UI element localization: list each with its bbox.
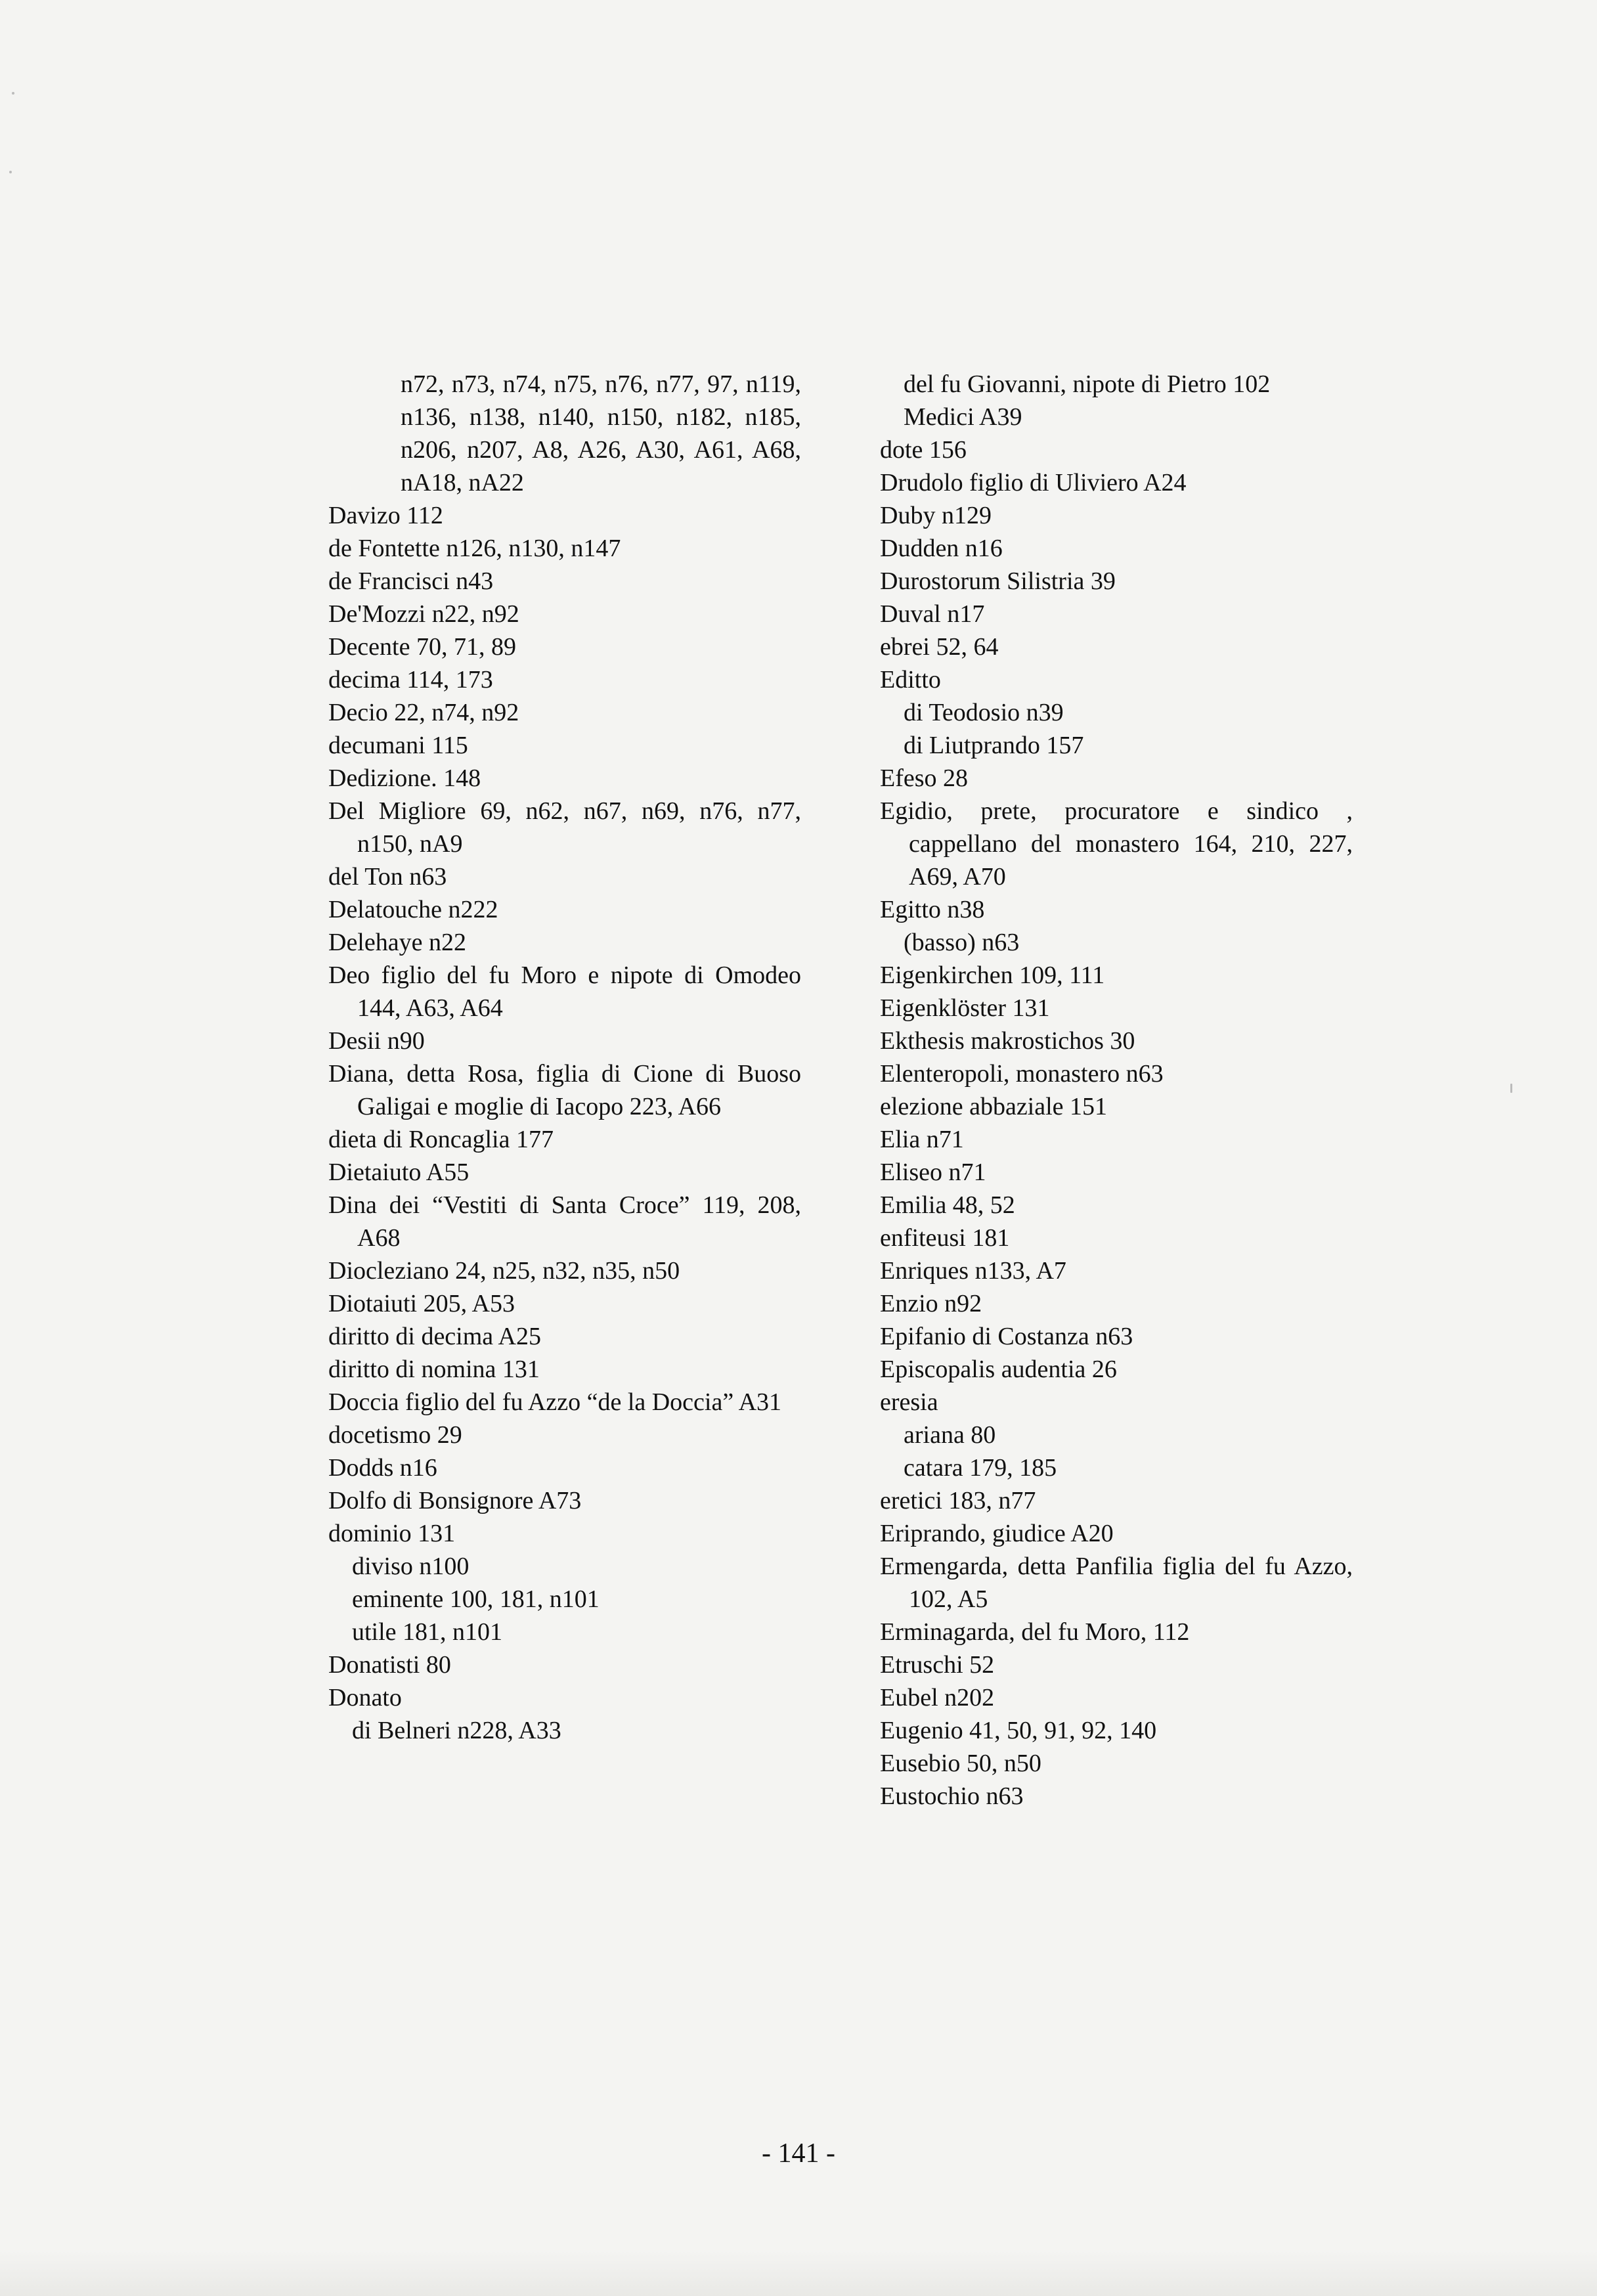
index-entry: Dedizione. 148 <box>328 764 481 792</box>
index-entry: Dina dei “Vestiti di Santa Croce” 119, 208, A68 <box>328 1191 801 1252</box>
index-entry: de Francisci n43 <box>328 567 494 595</box>
index-entry: Doccia figlio del fu Azzo “de la Doccia” A31 <box>328 1388 782 1416</box>
index-entry: del fu Giovanni, nipote di Pietro 102 <box>904 370 1271 398</box>
index-entry: Diocleziano 24, n25, n32, n35, n50 <box>328 1257 680 1285</box>
index-entry: Emilia 48, 52 <box>880 1191 1015 1219</box>
index-entry: ebrei 52, 64 <box>880 633 999 661</box>
index-entry: Ermengarda, detta Panfilia figlia del fu Azzo, 102, A5 <box>880 1553 1353 1613</box>
index-entry: Donatisti 80 <box>328 1651 451 1679</box>
index-entry: Eigenklöster 131 <box>880 994 1050 1022</box>
index-entry: diritto di nomina 131 <box>328 1356 540 1383</box>
index-entry: Dietaiuto A55 <box>328 1159 470 1186</box>
index-column-right <box>880 368 1353 1813</box>
index-entry: Dudden n16 <box>880 535 1003 562</box>
index-entry: decima 114, 173 <box>328 666 493 694</box>
index-entry: Eriprando, giudice A20 <box>880 1520 1114 1547</box>
index-entry: eminente 100, 181, n101 <box>352 1585 600 1613</box>
index-entry: Donato <box>328 1684 402 1711</box>
index-entry: Egidio, prete, procuratore e sindico , cappellano del monastero 164, 210, 227, A69, A70 <box>880 797 1353 891</box>
index-entry: Eustochio n63 <box>880 1782 1024 1810</box>
index-entry: Drudolo figlio di Uliviero A24 <box>880 469 1187 497</box>
index-column-left <box>328 368 801 1747</box>
index-entry: Medici A39 <box>904 403 1022 431</box>
index-entry: del Ton n63 <box>328 863 447 891</box>
index-entry: Diana, detta Rosa, figlia di Cione di Buoso Galigai e moglie di Iacopo 223, A66 <box>328 1060 801 1120</box>
index-entry: Durostorum Silistria 39 <box>880 567 1116 595</box>
page-number: - 141 - <box>762 2138 835 2169</box>
index-entry: Davizo 112 <box>328 502 443 529</box>
index-entry: Eugenio 41, 50, 91, 92, 140 <box>880 1717 1157 1744</box>
index-entry: Enriques n133, A7 <box>880 1257 1066 1285</box>
index-entry: enfiteusi 181 <box>880 1224 1010 1252</box>
index-entry: Duby n129 <box>880 502 992 529</box>
index-entry: n72, n73, n74, n75, n76, n77, 97, n119, n136, n138, n140, n150, n182, n185, n206, n207, A8, A26, A30, A61, A68, nA18, nA22 <box>401 370 801 497</box>
index-entry: Decio 22, n74, n92 <box>328 699 519 726</box>
index-entry: Duval n17 <box>880 600 985 628</box>
index-entry: Eusebio 50, n50 <box>880 1750 1041 1777</box>
scan-speck <box>9 171 12 173</box>
index-entry: Deo figlio del fu Moro e nipote di Omodeo 144, A63, A64 <box>328 961 801 1022</box>
index-entry: decumani 115 <box>328 732 468 759</box>
index-entry: Efeso 28 <box>880 764 969 792</box>
index-entry: dieta di Roncaglia 177 <box>328 1126 554 1153</box>
index-entry: dote 156 <box>880 436 967 464</box>
index-entry: Eigenkirchen 109, 111 <box>880 961 1105 989</box>
index-entry: eresia <box>880 1388 938 1416</box>
index-entry: De'Mozzi n22, n92 <box>328 600 519 628</box>
index-entry: diritto di decima A25 <box>328 1323 542 1350</box>
index-entry: ariana 80 <box>904 1421 996 1449</box>
index-entry: Enzio n92 <box>880 1290 982 1317</box>
index-entry: elezione abbaziale 151 <box>880 1093 1108 1120</box>
index-entry: Ekthesis makrostichos 30 <box>880 1027 1135 1055</box>
index-entry: Epifanio di Costanza n63 <box>880 1323 1133 1350</box>
index-entry: de Fontette n126, n130, n147 <box>328 535 621 562</box>
index-entry: (basso) n63 <box>904 929 1020 956</box>
index-entry: di Belneri n228, A33 <box>352 1717 561 1744</box>
scan-mark <box>1510 1084 1512 1093</box>
index-entry: Editto <box>880 666 941 694</box>
index-entry: Dolfo di Bonsignore A73 <box>328 1487 582 1514</box>
scan-speck <box>12 92 14 95</box>
index-entry: Eubel n202 <box>880 1684 995 1711</box>
index-entry: Delehaye n22 <box>328 929 466 956</box>
index-entry: dominio 131 <box>328 1520 456 1547</box>
index-entry: Delatouche n222 <box>328 896 498 923</box>
index-entry: Desii n90 <box>328 1027 425 1055</box>
index-entry: Decente 70, 71, 89 <box>328 633 516 661</box>
index-entry: di Liutprando 157 <box>904 732 1084 759</box>
index-entry: Erminagarda, del fu Moro, 112 <box>880 1618 1190 1646</box>
index-entry: Del Migliore 69, n62, n67, n69, n76, n77, n150, nA9 <box>328 797 801 858</box>
index-entry: diviso n100 <box>352 1553 470 1580</box>
index-entry: utile 181, n101 <box>352 1618 503 1646</box>
index-entry: Elia n71 <box>880 1126 964 1153</box>
index-entry: Eliseo n71 <box>880 1159 986 1186</box>
index-entry: Etruschi 52 <box>880 1651 995 1679</box>
index-entry: Episcopalis audentia 26 <box>880 1356 1117 1383</box>
index-entry: di Teodosio n39 <box>904 699 1064 726</box>
page-bottom-edge <box>0 2250 1597 2296</box>
index-entry: Elenteropoli, monastero n63 <box>880 1060 1164 1088</box>
index-entry: Diotaiuti 205, A53 <box>328 1290 515 1317</box>
index-entry: docetismo 29 <box>328 1421 462 1449</box>
index-entry: Dodds n16 <box>328 1454 437 1482</box>
index-entry: Egitto n38 <box>880 896 985 923</box>
index-entry: catara 179, 185 <box>904 1454 1057 1482</box>
index-entry: eretici 183, n77 <box>880 1487 1036 1514</box>
